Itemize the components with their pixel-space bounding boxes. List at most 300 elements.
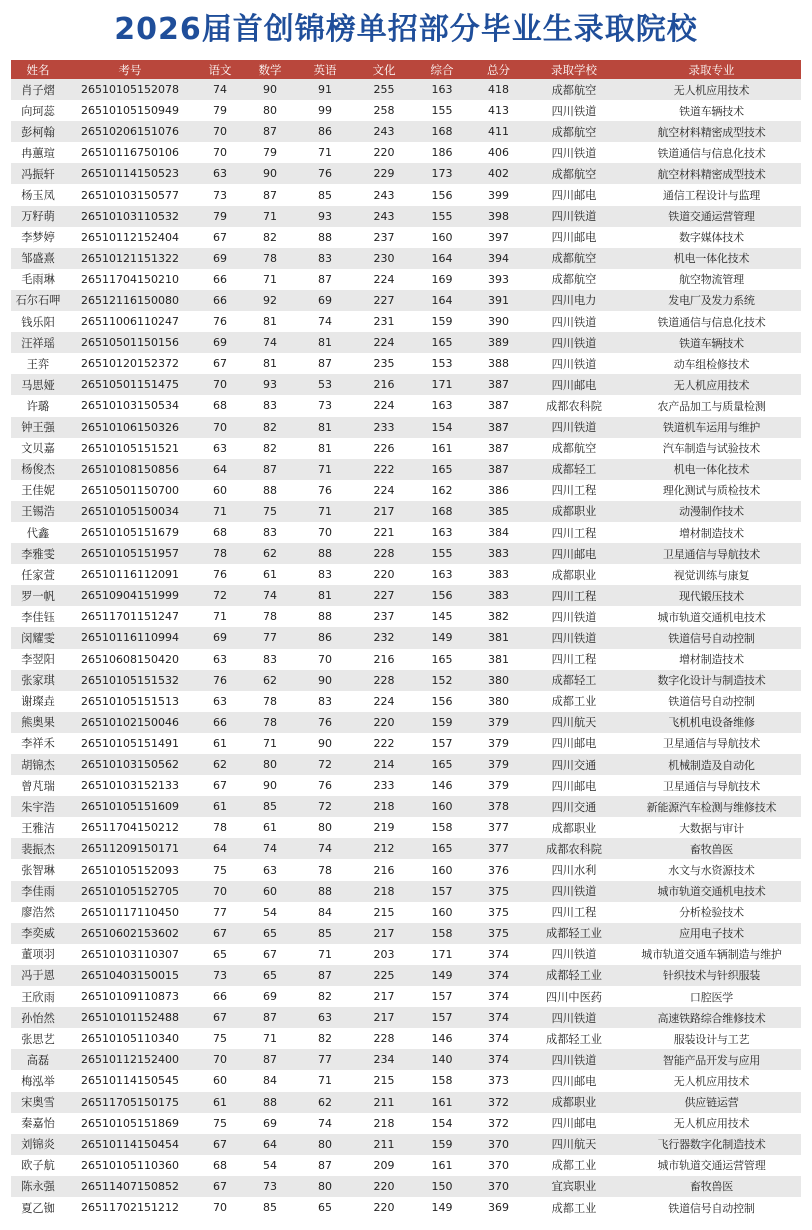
- cell-major: 畜牧兽医: [622, 1176, 801, 1197]
- cell-chinese: 69: [195, 627, 245, 648]
- cell-culture: 231: [355, 311, 413, 332]
- cell-total: 388: [471, 353, 526, 374]
- cell-english: 73: [295, 395, 355, 416]
- cell-math: 73: [245, 1176, 295, 1197]
- table-row: [11, 859, 801, 880]
- header-culture: 文化: [355, 60, 413, 79]
- cell-chinese: 75: [195, 1113, 245, 1134]
- cell-culture: 220: [355, 712, 413, 733]
- table-row: [11, 1197, 801, 1218]
- cell-school: 成都职业: [526, 817, 622, 838]
- cell-major: 汽车制造与试验技术: [622, 438, 801, 459]
- cell-chinese: 65: [195, 944, 245, 965]
- cell-math: 83: [245, 649, 295, 670]
- cell-total: 374: [471, 965, 526, 986]
- table-row: [11, 227, 801, 248]
- cell-math: 71: [245, 206, 295, 227]
- cell-culture: 224: [355, 269, 413, 290]
- cell-comprehensive: 163: [413, 79, 471, 100]
- cell-exam-id: 26510501150700: [65, 480, 195, 501]
- cell-name: 杨玉凤: [11, 184, 65, 205]
- cell-culture: 219: [355, 817, 413, 838]
- cell-school: 四川铁道: [526, 606, 622, 627]
- cell-math: 74: [245, 838, 295, 859]
- cell-english: 85: [295, 184, 355, 205]
- cell-culture: 217: [355, 1007, 413, 1028]
- cell-comprehensive: 146: [413, 1028, 471, 1049]
- cell-comprehensive: 157: [413, 1007, 471, 1028]
- cell-exam-id: 26510105151521: [65, 438, 195, 459]
- cell-math: 74: [245, 332, 295, 353]
- cell-comprehensive: 156: [413, 585, 471, 606]
- cell-exam-id: 26510105151609: [65, 796, 195, 817]
- cell-culture: 214: [355, 754, 413, 775]
- cell-total: 369: [471, 1197, 526, 1218]
- cell-comprehensive: 149: [413, 965, 471, 986]
- cell-exam-id: 26511704150210: [65, 269, 195, 290]
- cell-english: 99: [295, 100, 355, 121]
- cell-comprehensive: 152: [413, 670, 471, 691]
- cell-exam-id: 26510103110307: [65, 944, 195, 965]
- cell-name: 冉蕙瑄: [11, 142, 65, 163]
- cell-total: 373: [471, 1070, 526, 1091]
- cell-total: 413: [471, 100, 526, 121]
- header-major: 录取专业: [622, 60, 801, 79]
- header-chinese: 语文: [195, 60, 245, 79]
- cell-math: 69: [245, 986, 295, 1007]
- cell-name: 代鑫: [11, 522, 65, 543]
- cell-major: 应用电子技术: [622, 923, 801, 944]
- table-row: [11, 1070, 801, 1091]
- cell-name: 谢璨垚: [11, 691, 65, 712]
- cell-total: 372: [471, 1113, 526, 1134]
- cell-major: 铁道机车运用与维护: [622, 417, 801, 438]
- cell-english: 62: [295, 1092, 355, 1113]
- cell-english: 88: [295, 881, 355, 902]
- cell-major: 机电一体化技术: [622, 459, 801, 480]
- cell-math: 75: [245, 501, 295, 522]
- cell-school: 四川工程: [526, 649, 622, 670]
- cell-chinese: 66: [195, 269, 245, 290]
- cell-total: 374: [471, 1007, 526, 1028]
- cell-total: 411: [471, 121, 526, 142]
- cell-math: 85: [245, 1197, 295, 1218]
- cell-english: 74: [295, 311, 355, 332]
- cell-chinese: 70: [195, 1197, 245, 1218]
- cell-exam-id: 26510103152133: [65, 775, 195, 796]
- cell-math: 78: [245, 248, 295, 269]
- cell-culture: 216: [355, 859, 413, 880]
- cell-name: 冯于恩: [11, 965, 65, 986]
- cell-major: 现代锻压技术: [622, 585, 801, 606]
- cell-school: 四川邮电: [526, 733, 622, 754]
- cell-exam-id: 26510904151999: [65, 585, 195, 606]
- cell-chinese: 71: [195, 501, 245, 522]
- cell-exam-id: 26510116750106: [65, 142, 195, 163]
- cell-exam-id: 26510109110873: [65, 986, 195, 1007]
- cell-chinese: 70: [195, 142, 245, 163]
- cell-exam-id: 26510403150015: [65, 965, 195, 986]
- cell-math: 67: [245, 944, 295, 965]
- cell-school: 四川邮电: [526, 1070, 622, 1091]
- cell-comprehensive: 163: [413, 564, 471, 585]
- cell-school: 成都轻工业: [526, 965, 622, 986]
- cell-math: 77: [245, 627, 295, 648]
- cell-comprehensive: 161: [413, 1155, 471, 1176]
- table-row: [11, 733, 801, 754]
- cell-major: 机电一体化技术: [622, 248, 801, 269]
- cell-major: 铁道通信与信息化技术: [622, 142, 801, 163]
- cell-culture: 232: [355, 627, 413, 648]
- cell-culture: 243: [355, 206, 413, 227]
- cell-english: 88: [295, 606, 355, 627]
- cell-name: 朱宇浩: [11, 796, 65, 817]
- cell-chinese: 69: [195, 332, 245, 353]
- cell-major: 水文与水资源技术: [622, 859, 801, 880]
- cell-english: 65: [295, 1197, 355, 1218]
- cell-culture: 217: [355, 501, 413, 522]
- cell-english: 69: [295, 290, 355, 311]
- cell-chinese: 63: [195, 438, 245, 459]
- cell-comprehensive: 171: [413, 944, 471, 965]
- cell-total: 393: [471, 269, 526, 290]
- cell-comprehensive: 157: [413, 733, 471, 754]
- cell-exam-id: 26510103110532: [65, 206, 195, 227]
- table-row: [11, 606, 801, 627]
- cell-major: 城市轨道交通运营管理: [622, 1155, 801, 1176]
- cell-comprehensive: 163: [413, 522, 471, 543]
- cell-english: 81: [295, 585, 355, 606]
- cell-culture: 220: [355, 1176, 413, 1197]
- cell-name: 汪祥瑶: [11, 332, 65, 353]
- cell-name: 廖浩然: [11, 902, 65, 923]
- cell-total: 381: [471, 649, 526, 670]
- cell-total: 387: [471, 374, 526, 395]
- cell-english: 93: [295, 206, 355, 227]
- table-row: [11, 585, 801, 606]
- cell-english: 74: [295, 838, 355, 859]
- cell-total: 379: [471, 754, 526, 775]
- cell-name: 向珂蕊: [11, 100, 65, 121]
- cell-school: 成都航空: [526, 269, 622, 290]
- cell-chinese: 67: [195, 1176, 245, 1197]
- cell-comprehensive: 165: [413, 459, 471, 480]
- cell-school: 四川航天: [526, 712, 622, 733]
- cell-comprehensive: 164: [413, 290, 471, 311]
- cell-english: 72: [295, 754, 355, 775]
- cell-comprehensive: 165: [413, 649, 471, 670]
- cell-major: 供应链运营: [622, 1092, 801, 1113]
- cell-exam-id: 26510116112091: [65, 564, 195, 585]
- cell-name: 张思艺: [11, 1028, 65, 1049]
- table-row: [11, 838, 801, 859]
- cell-math: 87: [245, 1007, 295, 1028]
- cell-culture: 203: [355, 944, 413, 965]
- cell-total: 398: [471, 206, 526, 227]
- table-row: [11, 163, 801, 184]
- cell-culture: 218: [355, 881, 413, 902]
- cell-total: 370: [471, 1176, 526, 1197]
- cell-school: 成都轻工业: [526, 923, 622, 944]
- cell-culture: 215: [355, 902, 413, 923]
- cell-english: 76: [295, 775, 355, 796]
- cell-total: 379: [471, 712, 526, 733]
- cell-culture: 224: [355, 480, 413, 501]
- cell-total: 372: [471, 1092, 526, 1113]
- table-row: [11, 206, 801, 227]
- cell-chinese: 66: [195, 290, 245, 311]
- cell-major: 增材制造技术: [622, 649, 801, 670]
- cell-name: 罗一帆: [11, 585, 65, 606]
- header-name: 姓名: [11, 60, 65, 79]
- cell-name: 冯振轩: [11, 163, 65, 184]
- table-row: [11, 438, 801, 459]
- cell-name: 曾芃瑞: [11, 775, 65, 796]
- cell-exam-id: 26510105151869: [65, 1113, 195, 1134]
- cell-comprehensive: 155: [413, 206, 471, 227]
- cell-culture: 218: [355, 796, 413, 817]
- cell-school: 成都职业: [526, 564, 622, 585]
- cell-chinese: 67: [195, 923, 245, 944]
- cell-comprehensive: 158: [413, 1070, 471, 1091]
- cell-comprehensive: 168: [413, 121, 471, 142]
- cell-math: 62: [245, 670, 295, 691]
- cell-culture: 225: [355, 965, 413, 986]
- cell-chinese: 78: [195, 543, 245, 564]
- cell-math: 90: [245, 79, 295, 100]
- table-row: [11, 417, 801, 438]
- cell-major: 铁道信号自动控制: [622, 627, 801, 648]
- cell-name: 李佳雨: [11, 881, 65, 902]
- cell-school: 四川交通: [526, 754, 622, 775]
- cell-chinese: 60: [195, 480, 245, 501]
- cell-exam-id: 26510105151491: [65, 733, 195, 754]
- cell-name: 毛雨琳: [11, 269, 65, 290]
- cell-chinese: 67: [195, 775, 245, 796]
- page-title: 2026届首创锦榜单招部分毕业生录取院校: [114, 12, 698, 47]
- cell-total: 390: [471, 311, 526, 332]
- cell-exam-id: 26510121151322: [65, 248, 195, 269]
- cell-math: 81: [245, 353, 295, 374]
- table-row: [11, 395, 801, 416]
- cell-chinese: 76: [195, 564, 245, 585]
- table-row: [11, 269, 801, 290]
- cell-english: 81: [295, 438, 355, 459]
- cell-culture: 227: [355, 585, 413, 606]
- cell-chinese: 63: [195, 691, 245, 712]
- cell-culture: 209: [355, 1155, 413, 1176]
- cell-math: 54: [245, 902, 295, 923]
- cell-culture: 230: [355, 248, 413, 269]
- cell-english: 87: [295, 269, 355, 290]
- cell-name: 万籽萌: [11, 206, 65, 227]
- cell-english: 88: [295, 227, 355, 248]
- cell-school: 成都航空: [526, 79, 622, 100]
- cell-english: 84: [295, 902, 355, 923]
- table-body: [11, 79, 801, 1218]
- cell-comprehensive: 157: [413, 986, 471, 1007]
- cell-culture: 258: [355, 100, 413, 121]
- table-row: [11, 796, 801, 817]
- cell-name: 王佳妮: [11, 480, 65, 501]
- cell-major: 卫星通信与导航技术: [622, 733, 801, 754]
- cell-major: 铁道车辆技术: [622, 332, 801, 353]
- table-row: [11, 986, 801, 1007]
- cell-english: 90: [295, 670, 355, 691]
- table-row: [11, 353, 801, 374]
- cell-math: 81: [245, 311, 295, 332]
- cell-comprehensive: 161: [413, 1092, 471, 1113]
- cell-exam-id: 26510105151679: [65, 522, 195, 543]
- cell-total: 374: [471, 1028, 526, 1049]
- cell-culture: 220: [355, 564, 413, 585]
- cell-math: 63: [245, 859, 295, 880]
- cell-english: 71: [295, 459, 355, 480]
- cell-major: 增材制造技术: [622, 522, 801, 543]
- cell-chinese: 79: [195, 206, 245, 227]
- cell-culture: 234: [355, 1049, 413, 1070]
- cell-math: 62: [245, 543, 295, 564]
- cell-school: 成都职业: [526, 501, 622, 522]
- cell-math: 78: [245, 606, 295, 627]
- cell-math: 64: [245, 1134, 295, 1155]
- cell-school: 四川电力: [526, 290, 622, 311]
- header-school: 录取学校: [526, 60, 622, 79]
- cell-comprehensive: 186: [413, 142, 471, 163]
- cell-math: 78: [245, 712, 295, 733]
- table-row: [11, 944, 801, 965]
- cell-school: 成都职业: [526, 1092, 622, 1113]
- cell-name: 文贝嘉: [11, 438, 65, 459]
- cell-comprehensive: 161: [413, 438, 471, 459]
- cell-school: 四川邮电: [526, 1113, 622, 1134]
- cell-school: 四川邮电: [526, 184, 622, 205]
- cell-major: 无人机应用技术: [622, 79, 801, 100]
- admission-table: [11, 60, 801, 1218]
- cell-culture: 215: [355, 1070, 413, 1091]
- header-exam-id: 考号: [65, 60, 195, 79]
- cell-english: 87: [295, 1155, 355, 1176]
- header-english: 英语: [295, 60, 355, 79]
- cell-name: 孙怡然: [11, 1007, 65, 1028]
- cell-school: 四川铁道: [526, 206, 622, 227]
- cell-exam-id: 26510105110340: [65, 1028, 195, 1049]
- table-row: [11, 670, 801, 691]
- table-row: [11, 881, 801, 902]
- table-row: [11, 817, 801, 838]
- cell-school: 成都航空: [526, 248, 622, 269]
- cell-chinese: 68: [195, 1155, 245, 1176]
- cell-math: 78: [245, 691, 295, 712]
- cell-chinese: 76: [195, 311, 245, 332]
- cell-exam-id: 26510120152372: [65, 353, 195, 374]
- table-row: [11, 1155, 801, 1176]
- cell-school: 成都农科院: [526, 838, 622, 859]
- cell-chinese: 61: [195, 796, 245, 817]
- cell-name: 王欣雨: [11, 986, 65, 1007]
- cell-chinese: 61: [195, 1092, 245, 1113]
- cell-comprehensive: 164: [413, 248, 471, 269]
- cell-exam-id: 26511704150212: [65, 817, 195, 838]
- cell-chinese: 66: [195, 712, 245, 733]
- cell-english: 76: [295, 712, 355, 733]
- cell-major: 动漫制作技术: [622, 501, 801, 522]
- cell-school: 成都轻工: [526, 459, 622, 480]
- cell-exam-id: 26510117110450: [65, 902, 195, 923]
- cell-culture: 233: [355, 417, 413, 438]
- cell-total: 391: [471, 290, 526, 311]
- cell-math: 88: [245, 1092, 295, 1113]
- cell-comprehensive: 153: [413, 353, 471, 374]
- cell-chinese: 73: [195, 184, 245, 205]
- cell-comprehensive: 159: [413, 1134, 471, 1155]
- cell-culture: 216: [355, 374, 413, 395]
- cell-exam-id: 26510105152705: [65, 881, 195, 902]
- cell-english: 87: [295, 353, 355, 374]
- cell-chinese: 66: [195, 986, 245, 1007]
- cell-comprehensive: 155: [413, 100, 471, 121]
- cell-name: 马思娅: [11, 374, 65, 395]
- cell-major: 数字化设计与制造技术: [622, 670, 801, 691]
- cell-english: 78: [295, 859, 355, 880]
- cell-math: 87: [245, 1049, 295, 1070]
- cell-school: 四川铁道: [526, 627, 622, 648]
- cell-name: 肖子熠: [11, 79, 65, 100]
- cell-culture: 217: [355, 986, 413, 1007]
- cell-comprehensive: 160: [413, 227, 471, 248]
- cell-major: 发电厂及发力系统: [622, 290, 801, 311]
- cell-english: 81: [295, 417, 355, 438]
- cell-name: 张家琪: [11, 670, 65, 691]
- cell-math: 84: [245, 1070, 295, 1091]
- cell-chinese: 69: [195, 248, 245, 269]
- cell-major: 城市轨道交通车辆制造与维护: [622, 944, 801, 965]
- cell-school: 四川邮电: [526, 374, 622, 395]
- table-row: [11, 1113, 801, 1134]
- cell-comprehensive: 160: [413, 796, 471, 817]
- cell-english: 86: [295, 627, 355, 648]
- cell-exam-id: 26511705150175: [65, 1092, 195, 1113]
- cell-total: 387: [471, 417, 526, 438]
- cell-math: 93: [245, 374, 295, 395]
- cell-exam-id: 26510114150523: [65, 163, 195, 184]
- cell-comprehensive: 154: [413, 1113, 471, 1134]
- cell-chinese: 64: [195, 838, 245, 859]
- cell-total: 377: [471, 817, 526, 838]
- cell-math: 82: [245, 227, 295, 248]
- cell-total: 384: [471, 522, 526, 543]
- table-row: [11, 923, 801, 944]
- cell-major: 高速铁路综合维修技术: [622, 1007, 801, 1028]
- cell-total: 387: [471, 395, 526, 416]
- cell-exam-id: 26510602153602: [65, 923, 195, 944]
- cell-total: 387: [471, 459, 526, 480]
- cell-total: 383: [471, 585, 526, 606]
- cell-comprehensive: 168: [413, 501, 471, 522]
- cell-total: 379: [471, 775, 526, 796]
- cell-english: 90: [295, 733, 355, 754]
- cell-english: 70: [295, 522, 355, 543]
- cell-major: 大数据与审计: [622, 817, 801, 838]
- table-row: [11, 480, 801, 501]
- cell-major: 无人机应用技术: [622, 1070, 801, 1091]
- cell-math: 87: [245, 459, 295, 480]
- cell-name: 李奕威: [11, 923, 65, 944]
- cell-major: 铁道通信与信息化技术: [622, 311, 801, 332]
- cell-culture: 220: [355, 142, 413, 163]
- cell-culture: 216: [355, 649, 413, 670]
- cell-exam-id: 26510105151513: [65, 691, 195, 712]
